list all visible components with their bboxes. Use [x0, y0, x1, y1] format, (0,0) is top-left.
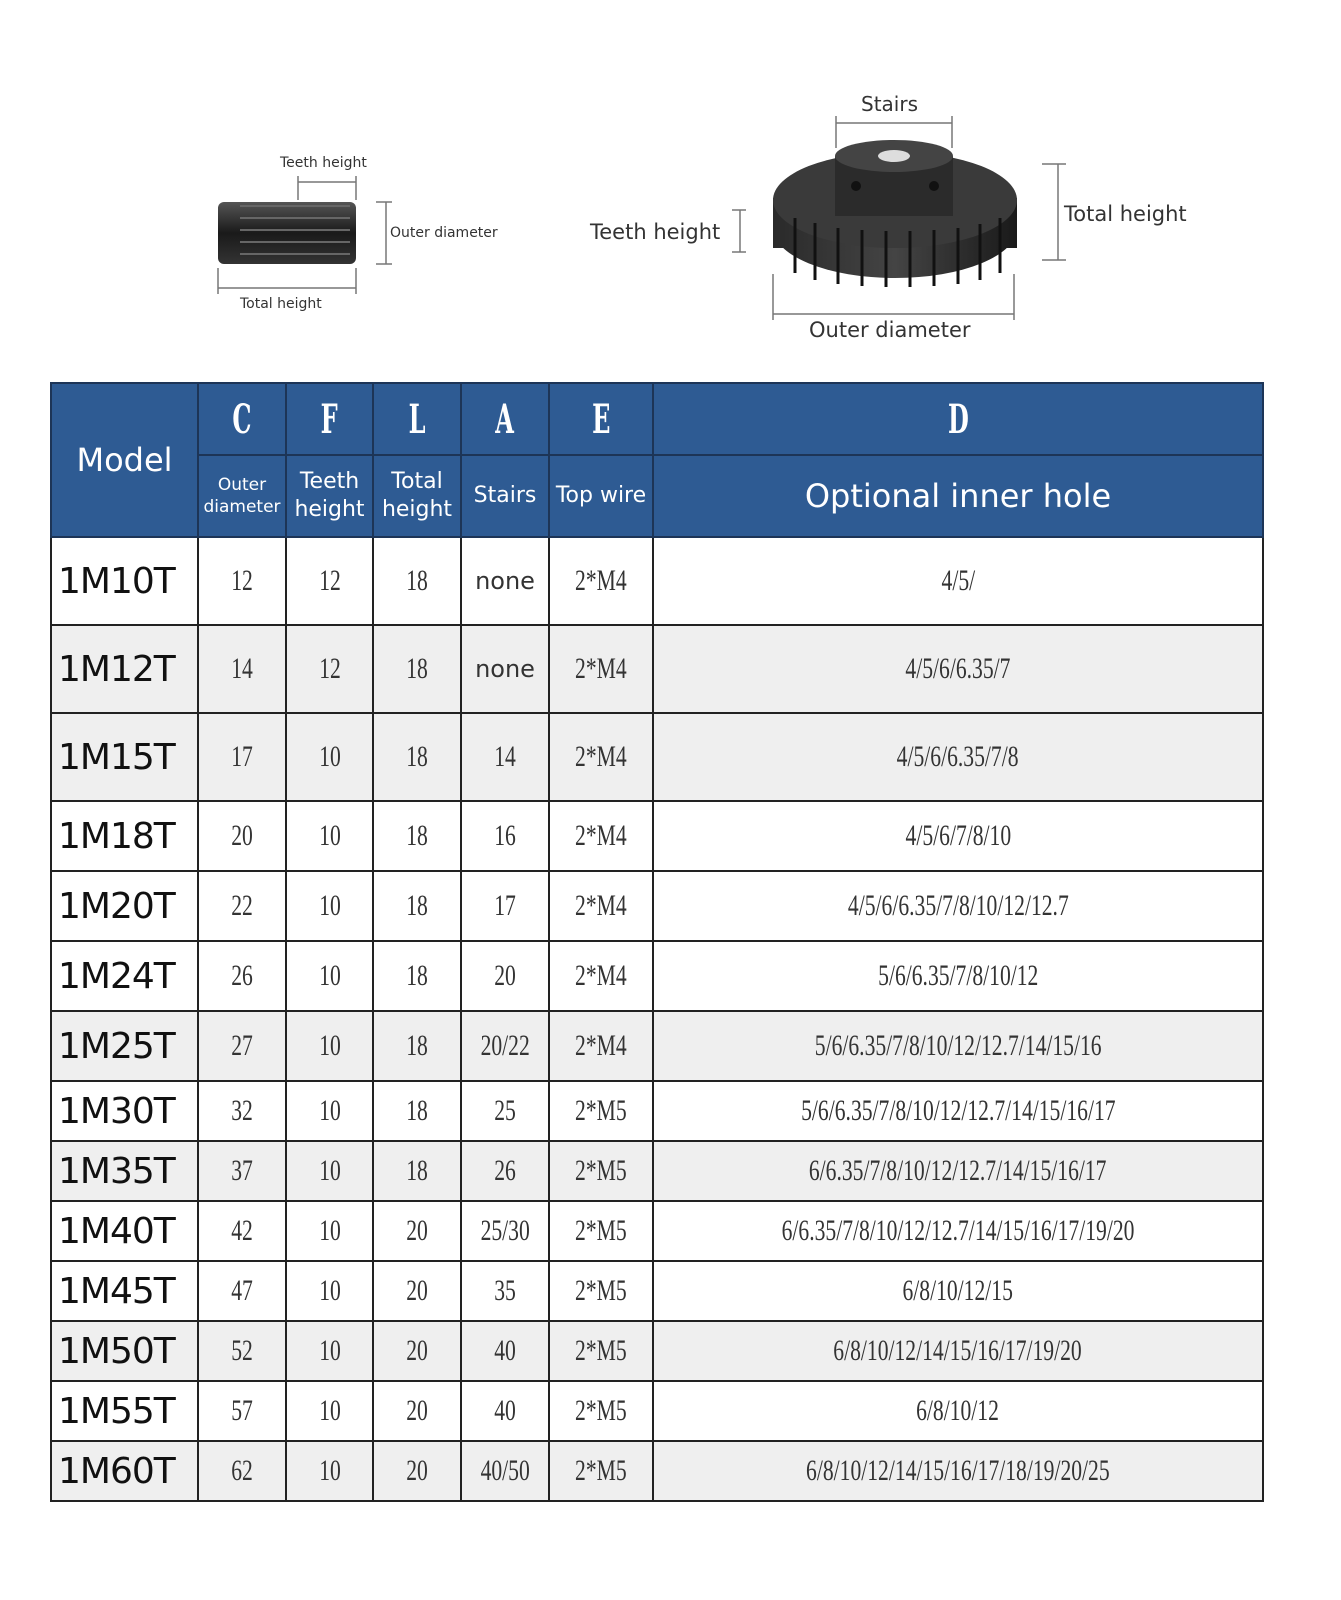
header-letter-d: D [653, 383, 1263, 455]
header-top-wire: Top wire [549, 455, 653, 537]
cell-c [198, 1201, 286, 1261]
cell-value: 10 [318, 1334, 341, 1367]
cell-d [653, 537, 1263, 625]
cell-value: 26 [231, 959, 253, 992]
cell-e [549, 941, 653, 1011]
cell-value: 25 [494, 1094, 516, 1127]
cell-e [549, 871, 653, 941]
cell-a: none [461, 625, 549, 713]
cell-d [653, 713, 1263, 801]
cell-e [549, 1381, 653, 1441]
cell-model: 1M45T [51, 1261, 198, 1321]
small-gear-diagram [200, 150, 540, 320]
cell-value: 20 [494, 959, 516, 992]
cell-e [549, 1201, 653, 1261]
cell-d [653, 1321, 1263, 1381]
cell-value: 2*M5 [575, 1214, 627, 1247]
cell-model: 1M12T [51, 625, 198, 713]
table-row [51, 871, 1263, 941]
cell-value: 4/5/6/6.35/7 [905, 652, 1011, 685]
cell-f [286, 1081, 373, 1141]
cell-value: 2*M5 [575, 1334, 627, 1367]
table-row [51, 801, 1263, 871]
cell-value: 2*M5 [575, 1394, 627, 1427]
header-model: Model [51, 383, 198, 537]
cell-a [461, 871, 549, 941]
cell-l [373, 871, 461, 941]
cell-value: 4/5/6/6.35/7/8 [897, 740, 1019, 773]
cell-value: 20 [406, 1274, 428, 1307]
cell-value: 2*M4 [575, 959, 627, 992]
cell-value: 10 [318, 1094, 341, 1127]
cell-value: 14 [494, 740, 516, 773]
cell-value: 52 [231, 1334, 253, 1367]
cell-a [461, 1381, 549, 1441]
cell-f [286, 801, 373, 871]
cell-a [461, 1261, 549, 1321]
cell-f [286, 1141, 373, 1201]
cell-value: 2*M4 [575, 819, 627, 852]
outer-diameter-label: Outer diameter [390, 225, 498, 241]
cell-e [549, 1441, 653, 1501]
cell-f [286, 871, 373, 941]
cell-value: 10 [318, 740, 341, 773]
cell-e [549, 801, 653, 871]
header-optional-inner-hole: Optional inner hole [653, 455, 1263, 537]
cell-value: 6/6.35/7/8/10/12/12.7/14/15/16/17/19/20 [781, 1214, 1135, 1247]
cell-value: 40 [494, 1394, 516, 1427]
total-height-label: Total height [1064, 202, 1187, 226]
cell-model: 1M20T [51, 871, 198, 941]
cell-value: 20/22 [480, 1029, 530, 1062]
cell-e [549, 1141, 653, 1201]
cell-f [286, 941, 373, 1011]
cell-e [549, 625, 653, 713]
cell-value: 18 [406, 564, 428, 597]
cell-value: 5/6/6.35/7/8/10/12 [877, 959, 1039, 992]
cell-value: 20 [406, 1394, 428, 1427]
table-row [51, 625, 1263, 713]
cell-value: 10 [318, 1154, 341, 1187]
cell-value: 6/8/10/12 [916, 1394, 1000, 1427]
cell-value: 12 [231, 564, 253, 597]
cell-model: 1M25T [51, 1011, 198, 1081]
cell-l [373, 713, 461, 801]
cell-model: 1M35T [51, 1141, 198, 1201]
cell-value: 62 [231, 1454, 253, 1487]
cell-value: 22 [231, 889, 253, 922]
cell-model: 1M60T [51, 1441, 198, 1501]
cell-value: 6/8/10/12/15 [902, 1274, 1014, 1307]
cell-e [549, 713, 653, 801]
cell-model: 1M55T [51, 1381, 198, 1441]
cell-a [461, 801, 549, 871]
cell-value: 2*M4 [575, 740, 627, 773]
cell-d [653, 1441, 1263, 1501]
cell-value: 5/6/6.35/7/8/10/12/12.7/14/15/16 [814, 1029, 1102, 1062]
cell-c [198, 1141, 286, 1201]
cell-value: 12 [318, 564, 341, 597]
cell-value: 20 [406, 1334, 428, 1367]
cell-f [286, 1201, 373, 1261]
cell-value: 20 [406, 1454, 428, 1487]
cell-a [461, 1321, 549, 1381]
cell-model: 1M15T [51, 713, 198, 801]
cell-l [373, 1201, 461, 1261]
cell-value: 2*M5 [575, 1154, 627, 1187]
cell-value: 40 [494, 1334, 516, 1367]
cell-value: 2*M5 [575, 1454, 627, 1487]
cell-f [286, 625, 373, 713]
cell-value: 6/8/10/12/14/15/16/17/18/19/20/25 [806, 1454, 1110, 1487]
cell-d [653, 1201, 1263, 1261]
cell-c [198, 1381, 286, 1441]
cell-value: 4/5/6/7/8/10 [905, 819, 1011, 852]
cell-d [653, 801, 1263, 871]
cell-e [549, 537, 653, 625]
cell-l [373, 1081, 461, 1141]
cell-e [549, 1261, 653, 1321]
cell-value: 37 [231, 1154, 253, 1187]
cell-value: 2*M4 [575, 564, 627, 597]
cell-d [653, 941, 1263, 1011]
header-total-height: Total height [373, 455, 461, 537]
cell-c [198, 801, 286, 871]
cell-d [653, 1081, 1263, 1141]
cell-value: 17 [231, 740, 253, 773]
header-stairs: Stairs [461, 455, 549, 537]
cell-c [198, 1321, 286, 1381]
header-letter-l: L [373, 383, 461, 455]
cell-f [286, 537, 373, 625]
cell-value: 5/6/6.35/7/8/10/12/12.7/14/15/16/17 [800, 1094, 1116, 1127]
cell-e [549, 1081, 653, 1141]
cell-l [373, 1381, 461, 1441]
large-gear-diagram [580, 88, 1220, 348]
cell-e [549, 1321, 653, 1381]
cell-value: 10 [318, 1394, 341, 1427]
cell-value: 10 [318, 959, 341, 992]
cell-l [373, 941, 461, 1011]
cell-value: 4/5/6/6.35/7/8/10/12/12.7 [847, 889, 1069, 922]
cell-f [286, 1441, 373, 1501]
cell-value: 6/6.35/7/8/10/12/12.7/14/15/16/17 [809, 1154, 1107, 1187]
cell-c [198, 713, 286, 801]
gear-spec-table [50, 382, 1264, 1502]
cell-value: 18 [406, 1154, 428, 1187]
cell-value: 18 [406, 652, 428, 685]
cell-a: none [461, 537, 549, 625]
cell-l [373, 537, 461, 625]
cell-model: 1M50T [51, 1321, 198, 1381]
header-outer-diameter: Outer diameter [198, 455, 286, 537]
cell-f [286, 713, 373, 801]
cell-d [653, 625, 1263, 713]
cell-model: 1M30T [51, 1081, 198, 1141]
cell-value: 27 [231, 1029, 253, 1062]
cell-value: 18 [406, 959, 428, 992]
cell-f [286, 1381, 373, 1441]
cell-value: 42 [231, 1214, 253, 1247]
cell-model: 1M10T [51, 537, 198, 625]
cell-e [549, 1011, 653, 1081]
cell-value: 2*M5 [575, 1274, 627, 1307]
cell-l [373, 625, 461, 713]
cell-l [373, 1441, 461, 1501]
cell-c [198, 1011, 286, 1081]
cell-a [461, 1441, 549, 1501]
cell-c [198, 1261, 286, 1321]
cell-value: 47 [231, 1274, 253, 1307]
cell-c [198, 1441, 286, 1501]
cell-l [373, 1321, 461, 1381]
cell-value: 40/50 [480, 1454, 530, 1487]
cell-model: 1M18T [51, 801, 198, 871]
cell-c [198, 941, 286, 1011]
cell-value: 10 [318, 1274, 341, 1307]
table-row [51, 537, 1263, 625]
teeth-height-label: Teeth height [590, 220, 721, 244]
cell-value: 2*M4 [575, 652, 627, 685]
table-row [51, 1441, 1263, 1501]
cell-value: 10 [318, 889, 341, 922]
cell-l [373, 1011, 461, 1081]
cell-value: 18 [406, 889, 428, 922]
total-height-label: Total height [240, 296, 322, 312]
cell-value: 18 [406, 819, 428, 852]
cell-value: 32 [231, 1094, 253, 1127]
cell-l [373, 1141, 461, 1201]
cell-f [286, 1261, 373, 1321]
cell-value: 20 [231, 819, 253, 852]
cell-value: 2*M5 [575, 1094, 627, 1127]
cell-value: 57 [231, 1394, 253, 1427]
cell-f [286, 1321, 373, 1381]
cell-d [653, 1261, 1263, 1321]
cell-c [198, 537, 286, 625]
cell-l [373, 1261, 461, 1321]
header-letter-e: E [549, 383, 653, 455]
table-row [51, 1261, 1263, 1321]
cell-l [373, 801, 461, 871]
cell-value: 35 [494, 1274, 516, 1307]
cell-value: 12 [318, 652, 341, 685]
header-letter-f: F [286, 383, 373, 455]
cell-d [653, 871, 1263, 941]
table-row [51, 1081, 1263, 1141]
cell-value: 10 [318, 819, 341, 852]
cell-a [461, 713, 549, 801]
cell-value: 10 [318, 1214, 341, 1247]
cell-value: 10 [318, 1029, 341, 1062]
table-row [51, 1381, 1263, 1441]
cell-a [461, 1011, 549, 1081]
cell-value: 2*M4 [575, 1029, 627, 1062]
table-row [51, 1141, 1263, 1201]
cell-value: 20 [406, 1214, 428, 1247]
cell-a [461, 1081, 549, 1141]
cell-d [653, 1141, 1263, 1201]
cell-value: 18 [406, 1094, 428, 1127]
cell-model: 1M40T [51, 1201, 198, 1261]
cell-a [461, 941, 549, 1011]
header-letter-c: C [198, 383, 286, 455]
cell-value: 18 [406, 1029, 428, 1062]
cell-c [198, 625, 286, 713]
table-row [51, 1321, 1263, 1381]
cell-c [198, 1081, 286, 1141]
cell-value: 18 [406, 740, 428, 773]
table-row [51, 1201, 1263, 1261]
cell-model: 1M24T [51, 941, 198, 1011]
cell-value: 10 [318, 1454, 341, 1487]
cell-value: 14 [231, 652, 253, 685]
cell-f [286, 1011, 373, 1081]
cell-c [198, 871, 286, 941]
cell-value: 25/30 [480, 1214, 530, 1247]
cell-value: 2*M4 [575, 889, 627, 922]
cell-value: 16 [494, 819, 516, 852]
header-teeth-height: Teeth height [286, 455, 373, 537]
stairs-label: Stairs [861, 92, 918, 116]
cell-d [653, 1011, 1263, 1081]
teeth-height-label: Teeth height [280, 155, 367, 171]
cell-a [461, 1141, 549, 1201]
cell-value: 17 [494, 889, 516, 922]
table-row [51, 713, 1263, 801]
cell-value: 4/5/ [941, 564, 975, 597]
cell-value: 6/8/10/12/14/15/16/17/19/20 [833, 1334, 1083, 1367]
cell-d [653, 1381, 1263, 1441]
cell-a [461, 1201, 549, 1261]
table-row [51, 1011, 1263, 1081]
table-row [51, 941, 1263, 1011]
header-letter-a: A [461, 383, 549, 455]
cell-value: 26 [494, 1154, 516, 1187]
outer-diameter-label: Outer diameter [809, 318, 971, 342]
